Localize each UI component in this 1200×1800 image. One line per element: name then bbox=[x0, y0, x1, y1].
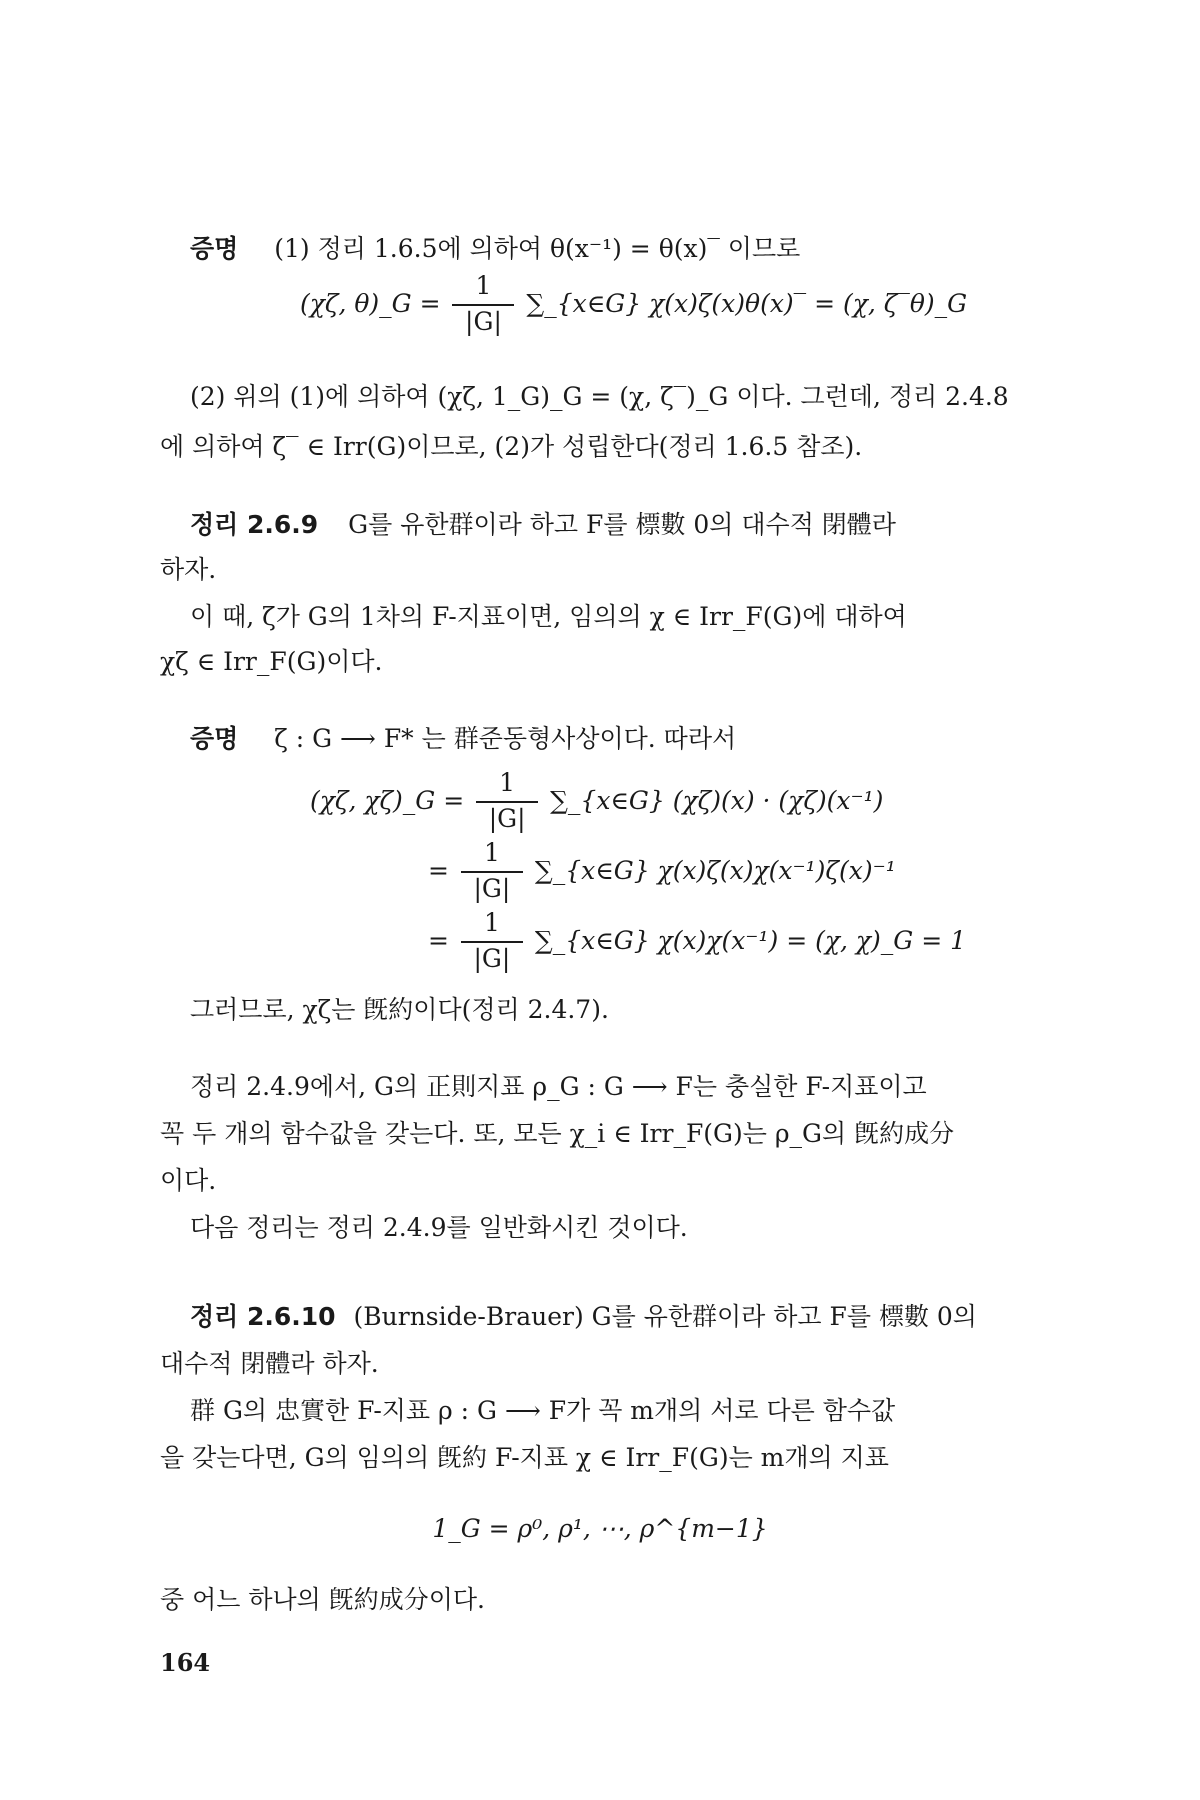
theorem-269-line2: 하자. bbox=[160, 555, 217, 584]
page-number: 164 bbox=[160, 1648, 211, 1677]
proof2-eq1 bbox=[310, 765, 883, 837]
eq-right: ∑_{x∈G} χ(x)ζ(x)θ(x)‾ = (χ, ζ‾θ)_G bbox=[526, 289, 968, 318]
fraction bbox=[457, 838, 527, 908]
proof1-text-1: (1) 정리 1.6.5에 의하여 θ(x⁻¹) = θ(x)‾ 이므로 bbox=[274, 234, 801, 263]
proof2-eq3 bbox=[428, 905, 966, 977]
fraction-denominator: |G| bbox=[488, 803, 526, 833]
proof-heading: 증명 bbox=[190, 234, 239, 263]
fraction-numerator: 1 bbox=[499, 767, 516, 797]
fraction-numerator: 1 bbox=[475, 270, 492, 300]
theorem-269-line1 bbox=[190, 508, 896, 542]
eq3-left: = bbox=[428, 926, 449, 955]
proof1-line3: 에 의하여 ζ‾ ∈ Irr(G)이므로, (2)가 성립한다(정리 1.6.5 참조). bbox=[160, 432, 863, 461]
theorem-label: 정리 2.6.9 bbox=[190, 510, 319, 539]
theorem-2610-line3: 群 G의 忠實한 F-지표 ρ : G ⟶ F가 꼭 m개의 서로 다른 함수값 bbox=[190, 1396, 896, 1425]
theorem-2610-line2: 대수적 閉體라 하자. bbox=[160, 1349, 379, 1378]
theorem-2610-equation: 1_G = ρ⁰, ρ¹, ⋯, ρ^{m−1} bbox=[432, 1514, 768, 1543]
fraction bbox=[448, 271, 518, 341]
proof1-line2: (2) 위의 (1)에 의하여 (χζ, 1_G)_G = (χ, ζ‾)_G 이다. 그런데, 정리 2.4.8 bbox=[190, 382, 1009, 411]
eq2-left: = bbox=[428, 856, 449, 885]
theorem-269-line3: 이 때, ζ가 G의 1차의 F-지표이면, 임의의 χ ∈ Irr_F(G)에 대하여 bbox=[190, 602, 907, 631]
proof1-equation bbox=[300, 268, 967, 340]
fraction bbox=[472, 768, 542, 838]
fraction-bar bbox=[461, 941, 523, 943]
theorem-269-line4: χζ ∈ Irr_F(G)이다. bbox=[160, 647, 383, 676]
theorem-269-text-1: G를 유한群이라 하고 F를 標數 0의 대수적 閉體라 bbox=[348, 510, 896, 539]
proof-heading: 증명 bbox=[190, 724, 239, 753]
fraction-bar bbox=[461, 871, 523, 873]
fraction-denominator: |G| bbox=[473, 873, 511, 903]
eq1-right: ∑_{x∈G} (χζ)(x) · (χζ)(x⁻¹) bbox=[550, 786, 884, 815]
fraction-denominator: |G| bbox=[473, 943, 511, 973]
fraction-denominator: |G| bbox=[465, 306, 502, 336]
fraction-numerator: 1 bbox=[483, 837, 500, 867]
eq3-right: ∑_{x∈G} χ(x)χ(x⁻¹) = (χ, χ)_G = 1 bbox=[534, 926, 967, 955]
fraction-bar bbox=[452, 304, 514, 306]
fraction-bar bbox=[476, 801, 538, 803]
theorem-2610-text-1: (Burnside-Brauer) G를 유한群이라 하고 F를 標數 0의 bbox=[353, 1302, 977, 1331]
eq-left: (χζ, θ)_G = bbox=[300, 289, 441, 318]
proof2-eq2 bbox=[428, 835, 896, 907]
proof2-line1 bbox=[190, 722, 736, 756]
theorem-2610-line4: 을 갖는다면, G의 임의의 旣約 F-지표 χ ∈ Irr_F(G)는 m개의 지표 bbox=[160, 1443, 889, 1472]
proof2-text-1: ζ : G ⟶ F* 는 群준동형사상이다. 따라서 bbox=[274, 724, 737, 753]
theorem-label: 정리 2.6.10 bbox=[190, 1302, 336, 1331]
theorem-2610-line5: 중 어느 하나의 旣約成分이다. bbox=[160, 1585, 485, 1614]
remark-line3: 이다. bbox=[160, 1166, 217, 1195]
proof2-conclusion: 그러므로, χζ는 旣約이다(정리 2.4.7). bbox=[190, 995, 609, 1024]
remark-line2: 꼭 두 개의 함수값을 갖는다. 또, 모든 χ_i ∈ Irr_F(G)는 ρ_G의 旣約成分 bbox=[160, 1119, 955, 1148]
eq2-right: ∑_{x∈G} χ(x)ζ(x)χ(x⁻¹)ζ(x)⁻¹ bbox=[534, 856, 896, 885]
theorem-2610-line1 bbox=[190, 1300, 977, 1334]
fraction bbox=[457, 908, 527, 978]
remark-line4: 다음 정리는 정리 2.4.9를 일반화시킨 것이다. bbox=[190, 1213, 688, 1242]
eq1-left: (χζ, χζ)_G = bbox=[310, 786, 465, 815]
fraction-numerator: 1 bbox=[483, 907, 500, 937]
remark-line1: 정리 2.4.9에서, G의 正則지표 ρ_G : G ⟶ F는 충실한 F-지표이고 bbox=[190, 1072, 927, 1101]
proof1-line1 bbox=[190, 232, 800, 266]
